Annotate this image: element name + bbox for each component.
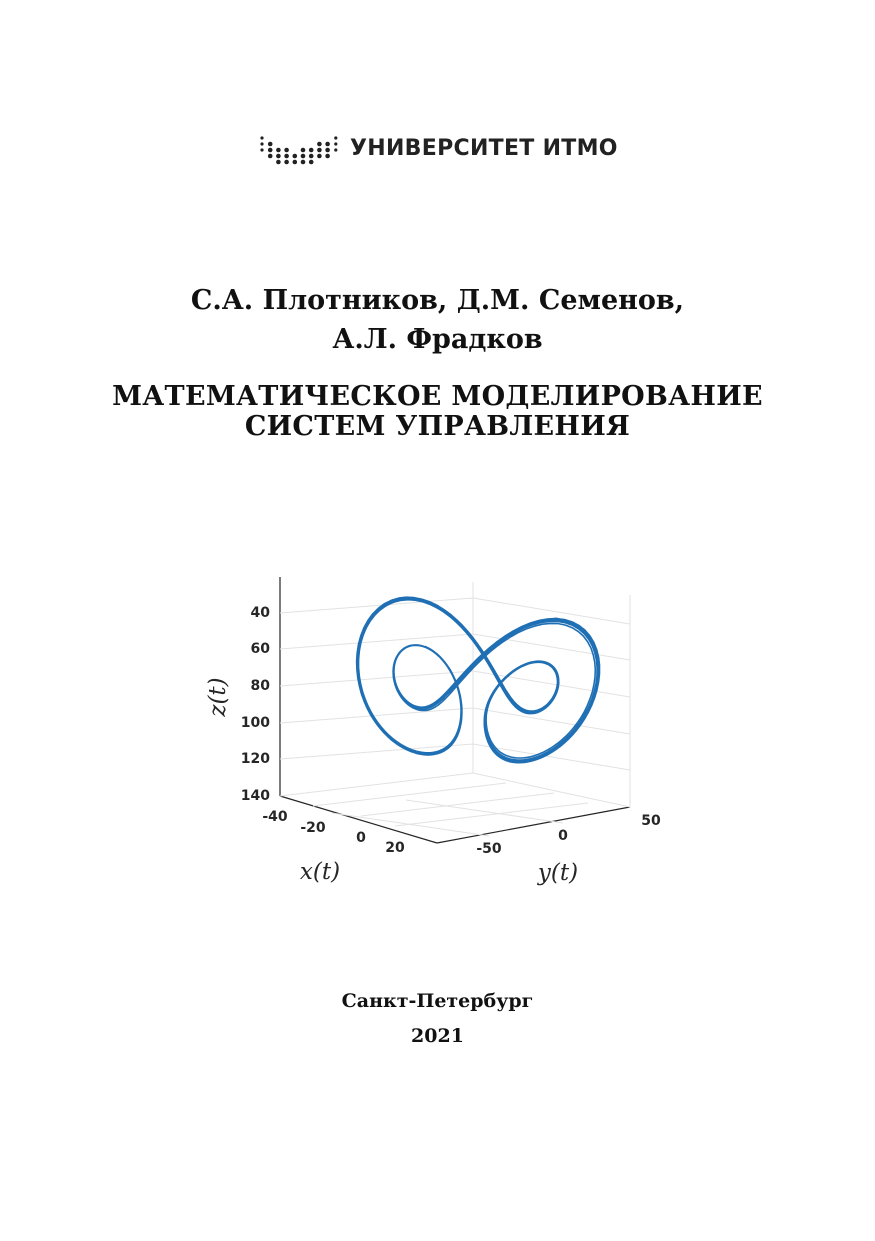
logo-dot	[334, 142, 337, 145]
x-ticks	[262, 809, 405, 856]
logo-dot	[309, 148, 314, 153]
grid-line	[406, 800, 563, 823]
z-tick-label: 40	[250, 605, 270, 621]
y-tick-label: -50	[476, 841, 502, 857]
z-tick-label: 60	[250, 641, 270, 657]
y-axis-label: y(t)	[537, 860, 579, 886]
logo-dot	[317, 148, 322, 153]
logo-dot	[334, 148, 337, 151]
logo-dot	[276, 154, 281, 159]
z-tick-label: 140	[240, 788, 270, 804]
logo-dot	[309, 160, 314, 165]
logo-dot	[325, 142, 330, 147]
logo-dot	[325, 154, 330, 159]
x-tick-label: -40	[262, 809, 288, 825]
logo-dot	[301, 160, 306, 165]
y-ticks	[476, 813, 661, 857]
z-tick-label: 80	[250, 678, 270, 694]
logo-dot	[268, 148, 273, 153]
logo-dot	[276, 160, 281, 165]
x-tick-label: -20	[300, 820, 326, 836]
axes-box	[280, 577, 630, 843]
book-title-line-2: СИСТЕМ УПРАВЛЕНИЯ	[244, 411, 631, 442]
z-axis-label: z(t)	[205, 677, 231, 717]
x-tick-label: 20	[385, 840, 405, 856]
z-ticks	[241, 605, 270, 804]
grid-line	[280, 634, 473, 649]
logo-dot	[293, 154, 298, 159]
logo-dot	[260, 148, 263, 151]
logo-dot	[268, 154, 273, 159]
x-axis-label: x(t)	[299, 859, 341, 885]
grid-line	[280, 671, 473, 686]
grid-line	[473, 708, 630, 734]
book-title-line-1: МАТЕМАТИЧЕСКОЕ МОДЕЛИРОВАНИЕ	[112, 381, 763, 412]
logo-dot	[309, 154, 314, 159]
lorenz-attractor-3d-plot	[195, 560, 665, 900]
logo-dot	[317, 142, 322, 147]
logo-dot	[325, 148, 330, 153]
logo-dot	[334, 136, 337, 139]
logo-dot	[301, 148, 306, 153]
logo-dot	[284, 154, 289, 159]
logo-dot	[260, 142, 263, 145]
logo-dot	[260, 136, 263, 139]
z-tick-label: 120	[240, 751, 270, 767]
authors-line-2: А.Л. Фрадков	[332, 324, 543, 355]
university-logo-text: УНИВЕРСИТЕТ ИТМО	[350, 136, 618, 161]
publication-year: 2021	[411, 1025, 464, 1047]
logo-dot	[284, 160, 289, 165]
logo-dot	[293, 160, 298, 165]
grid-line	[280, 773, 473, 796]
grid-line	[473, 773, 630, 807]
y-axis-line	[437, 807, 630, 843]
logo-dot	[301, 154, 306, 159]
x-tick-label: 0	[356, 830, 366, 846]
authors-line-1: С.А. Плотников, Д.М. Семенов,	[190, 285, 685, 316]
logo-dot	[284, 148, 289, 153]
logo-dot	[268, 142, 273, 147]
logo-dot	[317, 154, 322, 159]
publication-city: Санкт-Петербург	[341, 990, 534, 1012]
logo-dot	[276, 148, 281, 153]
attractor-trajectory	[357, 597, 600, 763]
y-tick-label: 0	[558, 828, 568, 844]
z-tick-label: 100	[240, 715, 270, 731]
y-tick-label: 50	[641, 813, 661, 829]
